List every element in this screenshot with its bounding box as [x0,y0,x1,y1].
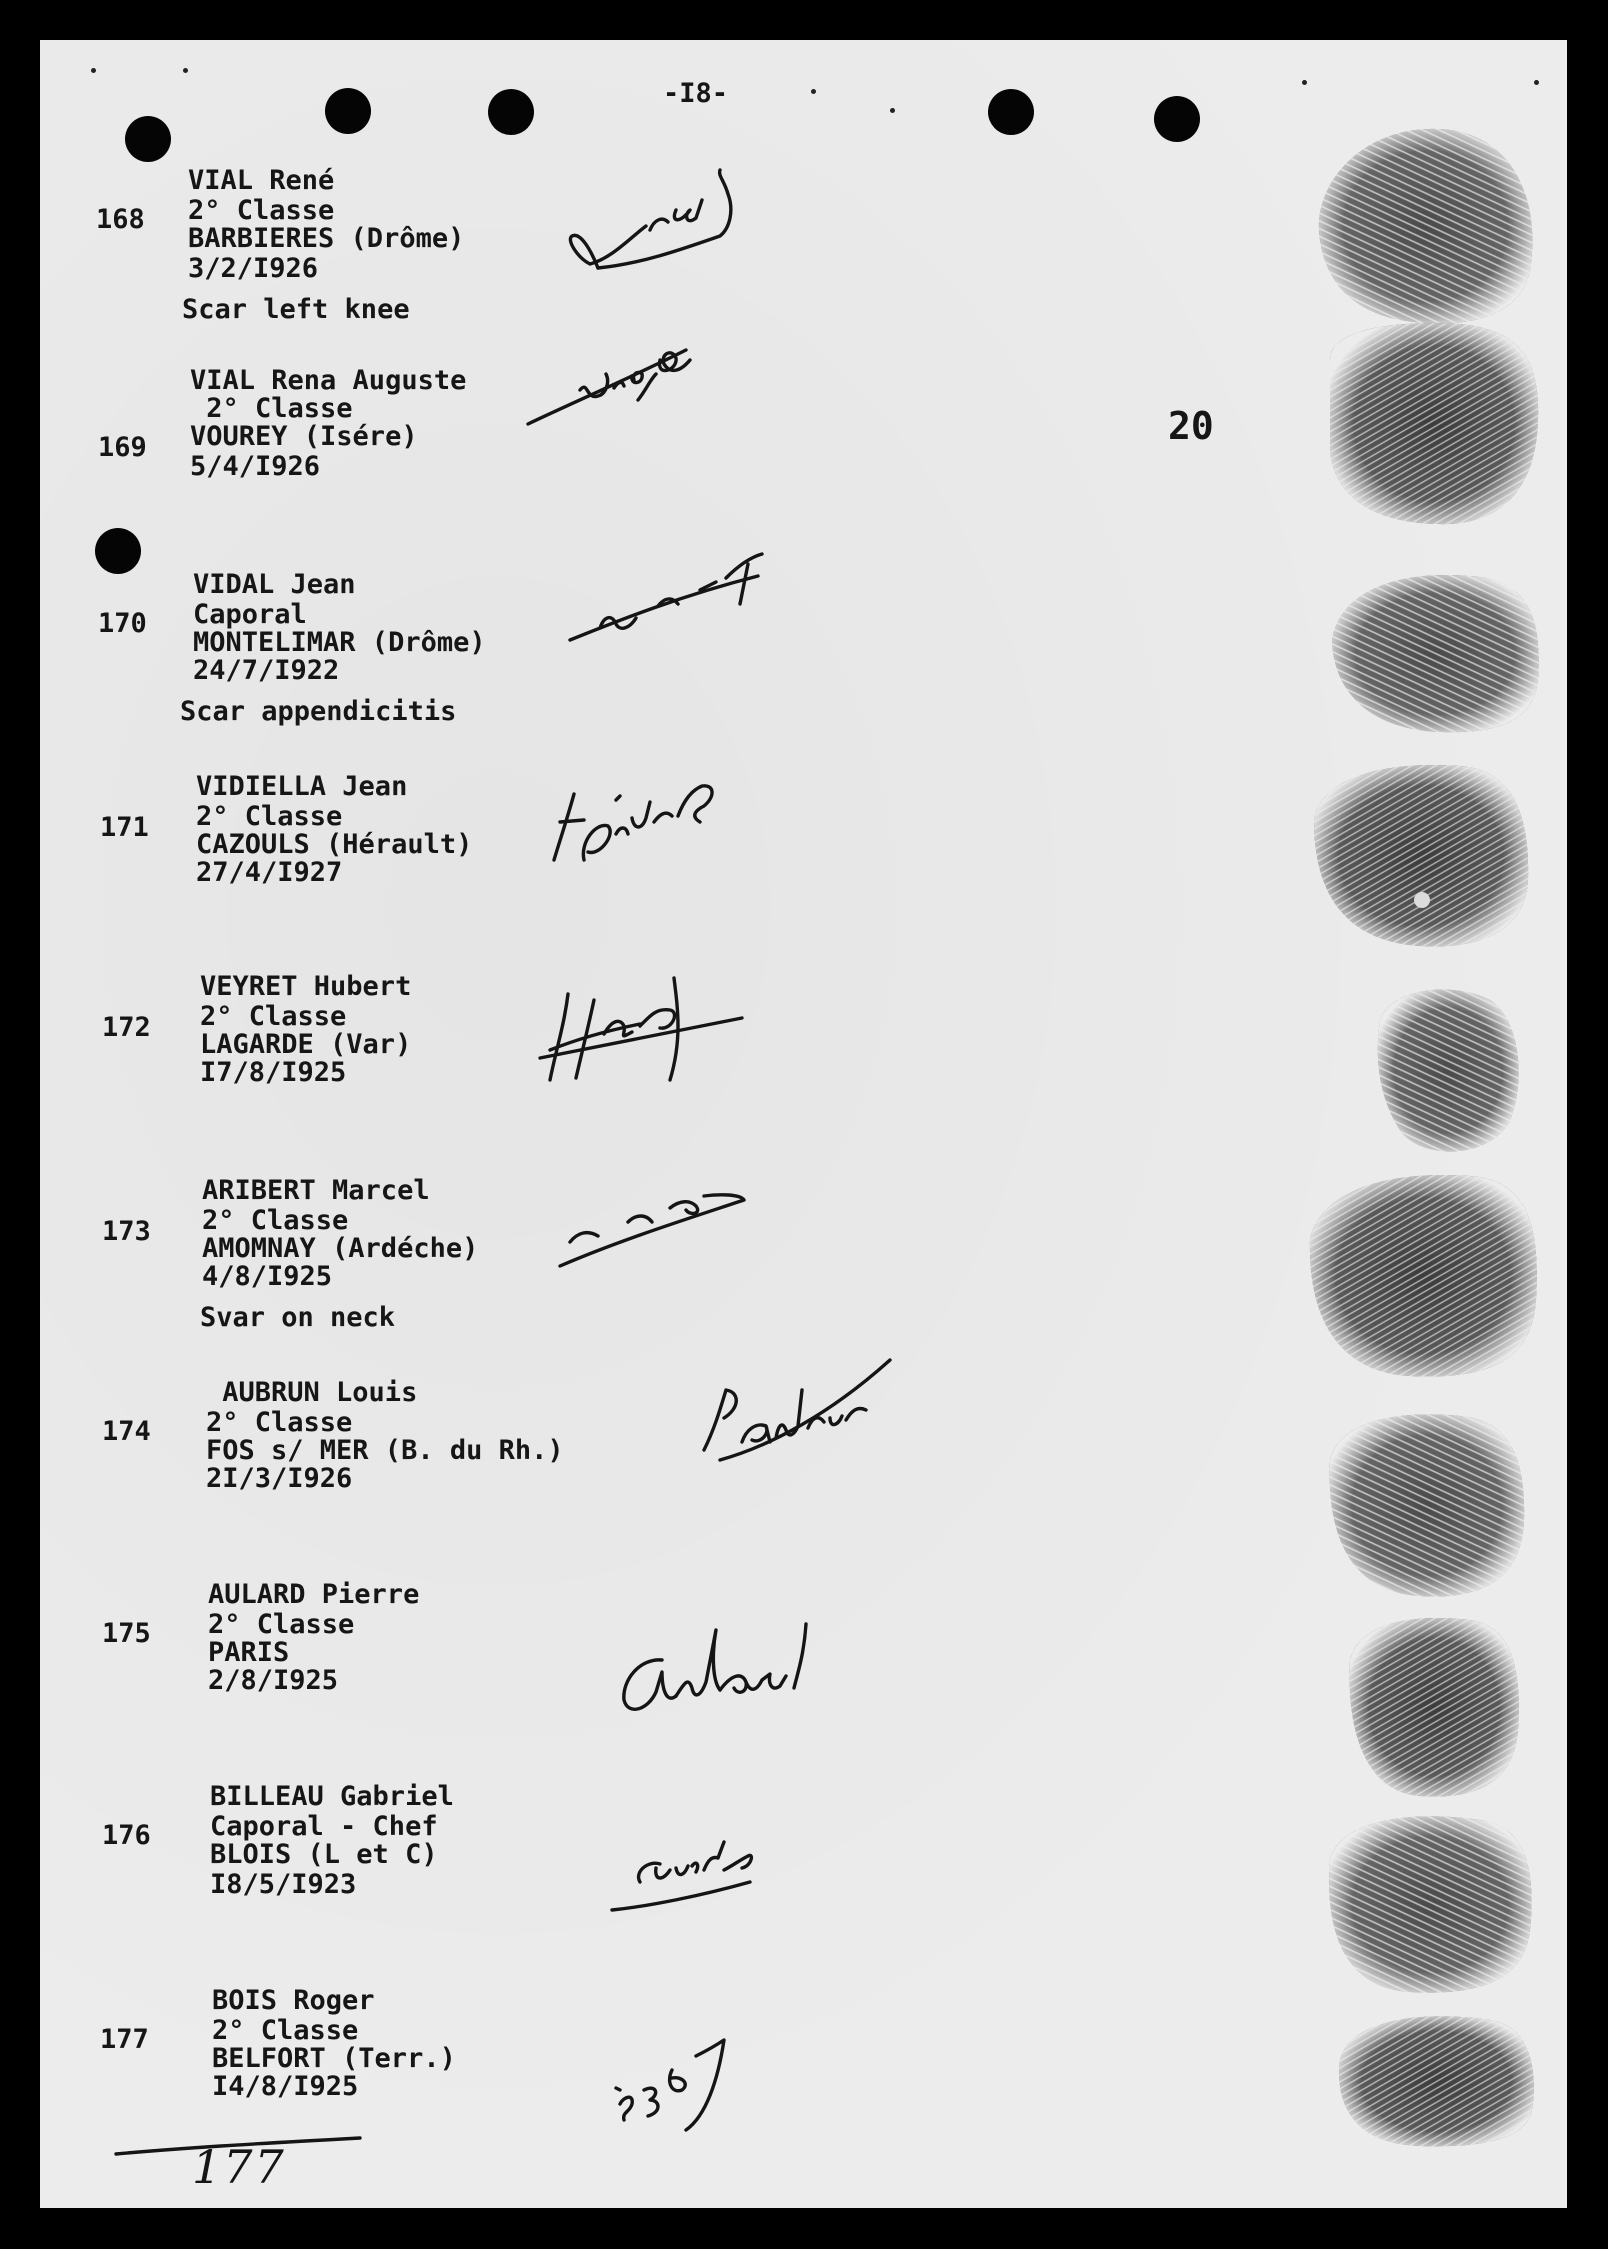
punch-hole [325,88,371,134]
fingerprint-173 [1310,1175,1537,1377]
entry-name: BOIS Roger [212,1985,375,2016]
entry-birthdate: I4/8/I925 [212,2071,359,2102]
entry-rank: 2° Classe [202,1205,349,1236]
entry-number: 173 [102,1216,151,1247]
stray-dot [890,108,895,113]
stray-dot [1302,80,1307,85]
entry-name: VIAL Rena Auguste [190,365,467,396]
entry-number: 169 [98,432,147,463]
fingerprint-171 [1314,765,1528,947]
signature-176 [600,1820,790,1930]
entry-name: ARIBERT Marcel [202,1175,430,1206]
entry-birthdate: 2/8/I925 [208,1665,339,1696]
signature-172 [520,930,760,1100]
entry-rank: 2° Classe [200,1001,347,1032]
page-number: -I8- [663,78,729,109]
entry-birthplace: PARIS [208,1637,290,1668]
entry-number: 168 [96,204,145,235]
entry-birthplace: BARBIERES (Drôme) [188,223,465,254]
entry-birthplace: MONTELIMAR (Drôme) [193,627,486,658]
entry-rank: 2° Classe [212,2015,359,2046]
signature-175 [600,1600,880,1750]
entry-number: 174 [102,1416,151,1447]
fingerprint-174 [1330,1414,1524,1596]
fingerprint-169 [1330,323,1538,524]
entry-birthplace: BELFORT (Terr.) [212,2043,456,2074]
stray-dot [183,68,188,73]
signature-170 [540,520,800,670]
entry-birthdate: I8/5/I923 [210,1869,357,1900]
signature-174 [680,1330,910,1480]
entry-number: 177 [100,2024,149,2055]
fingerprint-168 [1319,129,1533,324]
entry-rank: 2° Classe [206,1407,353,1438]
entry-rank: 2° Classe [188,195,335,226]
entry-name: AUBRUN Louis [206,1377,418,1408]
signature-168 [550,140,770,300]
signature-171 [520,730,750,880]
entry-number: 170 [98,608,147,639]
entry-rank: Caporal - Chef [210,1811,438,1842]
entry-birthdate: 5/4/I926 [190,451,321,482]
signature-173 [540,1170,770,1280]
entry-birthdate: I7/8/I925 [200,1057,347,1088]
stray-dot [91,68,96,73]
punch-hole [988,89,1034,135]
signature-169 [510,330,740,450]
entry-name: VEYRET Hubert [200,971,412,1002]
entry-name: VIDIELLA Jean [196,771,408,802]
fingerprint-177 [1339,2016,1534,2146]
entry-birthplace: BLOIS (L et C) [210,1839,438,1870]
entry-name: VIAL René [188,165,335,196]
entry-rank: 2° Classe [196,801,343,832]
entry-number: 175 [102,1618,151,1649]
punch-hole [95,528,141,574]
punch-hole [488,89,534,135]
entry-note: Scar appendicitis [180,696,457,727]
footer-handwritten-number: 177 [192,2140,286,2194]
document-page [40,40,1567,2208]
entry-name: AULARD Pierre [208,1579,420,1610]
entry-birthdate: 3/2/I926 [188,253,319,284]
entry-birthplace: VOUREY (Isére) [190,421,418,452]
fingerprint-176 [1329,1816,1531,1992]
entry-birthplace: CAZOULS (Hérault) [196,829,473,860]
fingerprint-175 [1350,1618,1519,1796]
punch-hole [1154,96,1200,142]
entry-number: 172 [102,1012,151,1043]
entry-birthplace: LAGARDE (Var) [200,1029,412,1060]
entry-name: BILLEAU Gabriel [210,1781,454,1812]
entry-note: Scar left knee [182,294,410,325]
side-number: 20 [1168,404,1214,448]
entry-number: 171 [100,812,149,843]
entry-name: VIDAL Jean [193,569,356,600]
fingerprint-170 [1332,575,1539,732]
entry-rank: 2° Classe [208,1609,355,1640]
entry-note: Svar on neck [200,1302,396,1333]
entry-birthdate: 4/8/I925 [202,1261,333,1292]
entry-birthdate: 2I/3/I926 [206,1463,353,1494]
fingerprint-column [1290,120,1550,2150]
entry-rank: 2° Classe [190,393,353,424]
signature-177 [600,2020,750,2150]
fingerprint-172 [1378,990,1519,1152]
entry-birthplace: AMOMNAY (Ardéche) [202,1233,479,1264]
entry-birthdate: 24/7/I922 [193,655,340,686]
stray-dot [1534,80,1539,85]
entry-number: 176 [102,1820,151,1851]
entry-rank: Caporal [193,599,307,630]
entry-birthplace: FOS s/ MER (B. du Rh.) [206,1435,564,1466]
punch-hole [125,116,171,162]
entry-birthdate: 27/4/I927 [196,857,343,888]
stray-dot [811,89,816,94]
